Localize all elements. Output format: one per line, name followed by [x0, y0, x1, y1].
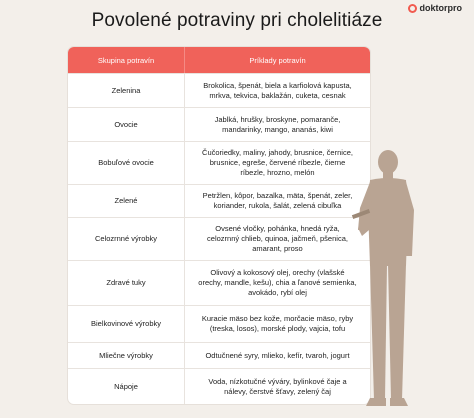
- examples-cell: [185, 343, 370, 368]
- examples-cell: [185, 74, 370, 107]
- examples-line: Jablká, hrušky, broskyne, pomaranče,: [214, 114, 341, 124]
- examples-line: nálevy, čerstvé šťavy, zelený čaj: [224, 386, 331, 396]
- examples-line: mandarinky, mango, ananás, kiwi: [222, 124, 333, 134]
- table-row: [68, 260, 370, 305]
- group-cell: Nápoje: [68, 369, 185, 404]
- group-cell: Ovocie: [68, 108, 185, 141]
- group-cell: Zelenina: [68, 74, 185, 107]
- brand-name: doktorpro: [419, 3, 462, 13]
- examples-line: Čučoriedky, maliny, jahody, brusnice, černice,: [202, 148, 353, 157]
- group-cell: Bobuľové ovocie: [68, 142, 185, 184]
- page-title: Povolené potraviny pri cholelitiáze: [91, 10, 383, 31]
- examples-line: Voda, nízkotučné výváry, bylinkové čaje a: [208, 376, 347, 386]
- column-header-examples: Príklady potravín: [249, 55, 306, 65]
- group-cell: Mliečne výrobky: [68, 343, 185, 368]
- examples-cell: [185, 306, 370, 342]
- examples-line: (treska, losos), morské plody, vajcia, tofu: [209, 324, 346, 333]
- examples-line: Brokolica, špenát, biela a karfiolová kapusta,: [203, 80, 352, 90]
- standing-person-illustration: [350, 148, 420, 410]
- examples-line: mrkva, tekvica, baklažán, cuketa, cesnak: [209, 90, 346, 100]
- examples-cell: [185, 218, 370, 260]
- table-row: [68, 184, 370, 217]
- examples-line: amarant, proso: [252, 244, 303, 253]
- group-cell: Bielkovinové výrobky: [68, 306, 185, 342]
- examples-cell: [185, 369, 370, 404]
- examples-line: avokádo, rybí olej: [248, 288, 307, 297]
- examples-line: celozrnný chlieb, quinoa, jačmeň, pšenica,: [207, 234, 348, 243]
- group-cell: Zdravé tuky: [68, 261, 185, 305]
- examples-cell: [185, 108, 370, 141]
- group-cell: Celozrnné výrobky: [68, 218, 185, 260]
- examples-line: ríbezle, hrozno, melón: [240, 168, 315, 177]
- table-header: [68, 47, 370, 73]
- brand-logo: [408, 3, 463, 13]
- foods-table: [68, 47, 370, 404]
- examples-cell: [185, 261, 370, 305]
- examples-line: Olivový a kokosový olej, orechy (vlašské: [210, 268, 345, 277]
- examples-line: koriander, rukola, šalát, zelená cibuľka: [213, 201, 342, 210]
- table-row: [68, 141, 370, 184]
- examples-line: Odtučnené syry, mlieko, kefír, tvaroh, jogurt: [205, 350, 350, 360]
- column-header-group: Skupina potravín: [68, 47, 185, 73]
- examples-line: Petržlen, kôpor, bazalka, mäta, špenát, zeler,: [202, 191, 353, 200]
- examples-line: brusnice, egreše, červené ríbezle, čierne: [209, 158, 346, 167]
- examples-cell: [185, 142, 370, 184]
- examples-line: Ovsené vločky, pohánka, hnedá ryža,: [215, 224, 340, 233]
- table-row: [68, 217, 370, 260]
- table-row: [68, 73, 370, 107]
- examples-line: orechy, mandle, kešu), chia a ľanové semienka,: [198, 278, 357, 287]
- examples-cell: [185, 185, 370, 217]
- table-row: [68, 305, 370, 342]
- table-row: [68, 342, 370, 368]
- doktorpro-logo-icon: [408, 4, 417, 13]
- group-cell: Zelené: [68, 185, 185, 217]
- examples-line: Kuracie mäso bez kože, morčacie mäso, ryby: [201, 314, 354, 323]
- table-row: [68, 368, 370, 404]
- table-row: [68, 107, 370, 141]
